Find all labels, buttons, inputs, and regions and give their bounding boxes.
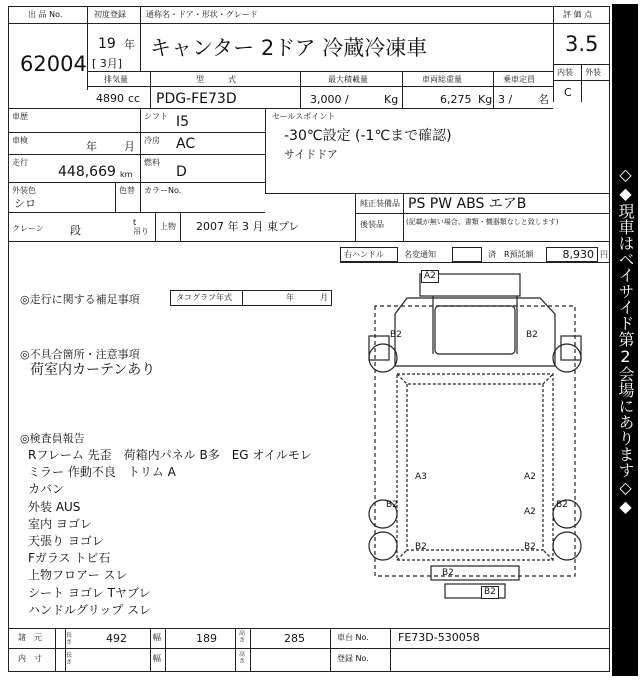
sales-point-label: セールスポイント [272,112,336,121]
standard-equipment-value: PS PW ABS エアB [408,196,527,212]
fuel-value: D [176,164,187,180]
length-value: 492 [106,632,127,645]
max-load-unit: Kg [384,93,399,106]
drive-notes-label: ◎走行に関する補足事項 [20,293,140,306]
displacement-unit: cc [128,92,141,105]
aftermarket-note: (記載が無い場合、書類・機器類なしと致します) [406,218,559,226]
defect-notes-label: ◎不具合箇所・注意事項 [20,348,140,361]
report-line: Rフレーム 先歪 荷箱内パネル B多 EG オイルモレ [28,448,312,462]
car-name-label: 通称名・ドア・形状・グレード [146,10,258,19]
recycle-label: R預託額 [504,250,534,259]
damage-mark-rear-box: B2 [481,586,499,599]
right-hand-drive: 右ハンドル [344,250,384,259]
report-line: 天張り ヨゴレ [28,534,104,549]
crane-stage-unit: 段 [70,224,81,237]
gross-weight-unit: Kg [478,93,493,106]
capacity-value: 3 / [498,93,513,106]
history-label: 車歴 [12,112,28,121]
specs-label: 諸 元 [18,633,42,642]
registration-no-label: 登録 No. [337,654,369,663]
color-value: シロ [14,197,36,210]
max-load-label: 最大積載量 [328,75,368,84]
ac-value: AC [176,136,196,152]
inner-height-label: 高さ [239,651,246,665]
recycle-unit: 円 [600,250,608,259]
damage-mark-box-right-mid: A2 [524,507,536,517]
damage-mark-front-left: B2 [390,330,402,340]
sales-point-line2: サイドドア [284,148,338,161]
report-line: カバン [28,482,65,497]
length-label: 長さ [66,632,73,646]
lot-number: 62004 [20,52,87,76]
report-line: 外装 AUS [28,499,81,514]
inner-length-label: 長さ [66,652,73,666]
recycle-value: 8,930 [562,248,594,261]
chassis-label: 車台 No. [337,633,369,642]
ac-label: 冷房 [144,136,160,145]
damage-mark-left-wheel: B2 [386,500,398,510]
damage-mark-front-right: B2 [526,330,538,340]
fuel-label: 燃料 [144,158,160,167]
damage-mark-right-lower: B2 [524,542,536,552]
evaluation-score: 3.5 [565,32,599,56]
model-label: 型 式 [196,75,236,84]
height-value: 285 [284,632,305,645]
registration-year-unit: 年 [124,38,135,51]
gross-weight-label: 車両総重量 [422,75,462,84]
height-label: 高さ [239,630,246,644]
report-line: Fガラス トビ石 [28,551,111,566]
gross-weight-value: 6,275 [440,93,472,106]
listing-value: 2007 年 3 月 東プレ [196,220,300,233]
report-line: 上物フロアー スレ [28,568,128,583]
inner-dim-label: 内 寸 [18,654,42,663]
report-line: ミラー 作動不良 トリム A [28,465,176,480]
aftermarket-label: 後装品 [360,220,384,229]
inspection-label: 車検 [12,136,28,145]
name-change-box [452,247,482,262]
name-change-notice: 名変通知 [404,250,436,259]
evaluation-label: 評 価 点 [563,10,593,19]
defect-notes-value: 荷室内カーテンあり [30,362,156,378]
registration-year: 19 [98,36,116,52]
inner-width-label: 幅 [153,654,161,663]
inspection-month: 月 [124,140,135,153]
venue-banner: ◇◆現車はベイサイド第2会場にあります◇◆ [612,4,638,676]
interior-grade: C [564,86,572,99]
inspector-report-label: ◎検査員報告 [20,432,85,445]
color-code-label: カラーNo. [144,186,182,195]
width-label: 幅 [153,633,161,642]
inspector-report-list [28,447,328,619]
sales-point-line1: -30℃設定 (-1℃まで確認) [284,128,452,144]
damage-mark-right-wheel: B2 [556,500,568,510]
tachograph-month: 月 [320,293,328,302]
color-label: 外装色 [12,186,36,195]
listing-label: 上物 [160,222,176,231]
displacement-value: 4890 [96,92,124,105]
model-value: PDG-FE73D [156,91,237,107]
mileage-value: 448,669 [58,164,116,180]
report-line: 室内 ヨゴレ [28,516,92,531]
color-change-label: 色替 [119,186,135,195]
mileage-unit: km [120,170,133,179]
capacity-label: 乗車定員 [503,75,535,84]
crane-lift-unit: t 吊り [133,218,149,236]
damage-mark-front: A2 [421,270,439,283]
car-name: キャンター 2ドア 冷蔵冷凍車 [150,36,428,60]
exterior-grade-label: 外装 [585,68,601,77]
shift-label: シフト [144,112,168,121]
max-load-value: 3,000 / [310,93,349,106]
tachograph-label: タコグラフ年式 [176,293,232,302]
recycle-prefix: 済 [488,250,496,259]
width-value: 189 [196,632,217,645]
standard-equipment-label: 純正装備品 [360,199,400,208]
tachograph-year: 年 [286,293,294,302]
damage-mark-box-right-upper: A2 [524,472,536,482]
crane-label: クレーン [12,224,44,233]
report-line: ハンドルグリップ スレ [28,602,152,617]
inspection-year: 年 [86,140,97,153]
chassis-value: FE73D-530058 [398,631,480,644]
mileage-label: 走行 [12,158,28,167]
vehicle-diagram [355,266,605,618]
displacement-label: 排気量 [104,75,128,84]
lot-number-label: 出 品 No. [28,10,63,19]
shift-value: I5 [176,114,190,130]
first-registration-label: 初度登録 [94,10,126,19]
damage-mark-rear: B2 [442,568,454,578]
report-line: シート ヨゴレ Tヤブレ [28,585,151,600]
damage-mark-box-left: A3 [415,472,427,482]
damage-mark-left-lower: B2 [415,542,427,552]
interior-grade-label: 内装 [557,68,573,77]
capacity-unit: 名 [538,93,549,106]
registration-month: [ 3月] [92,57,123,70]
